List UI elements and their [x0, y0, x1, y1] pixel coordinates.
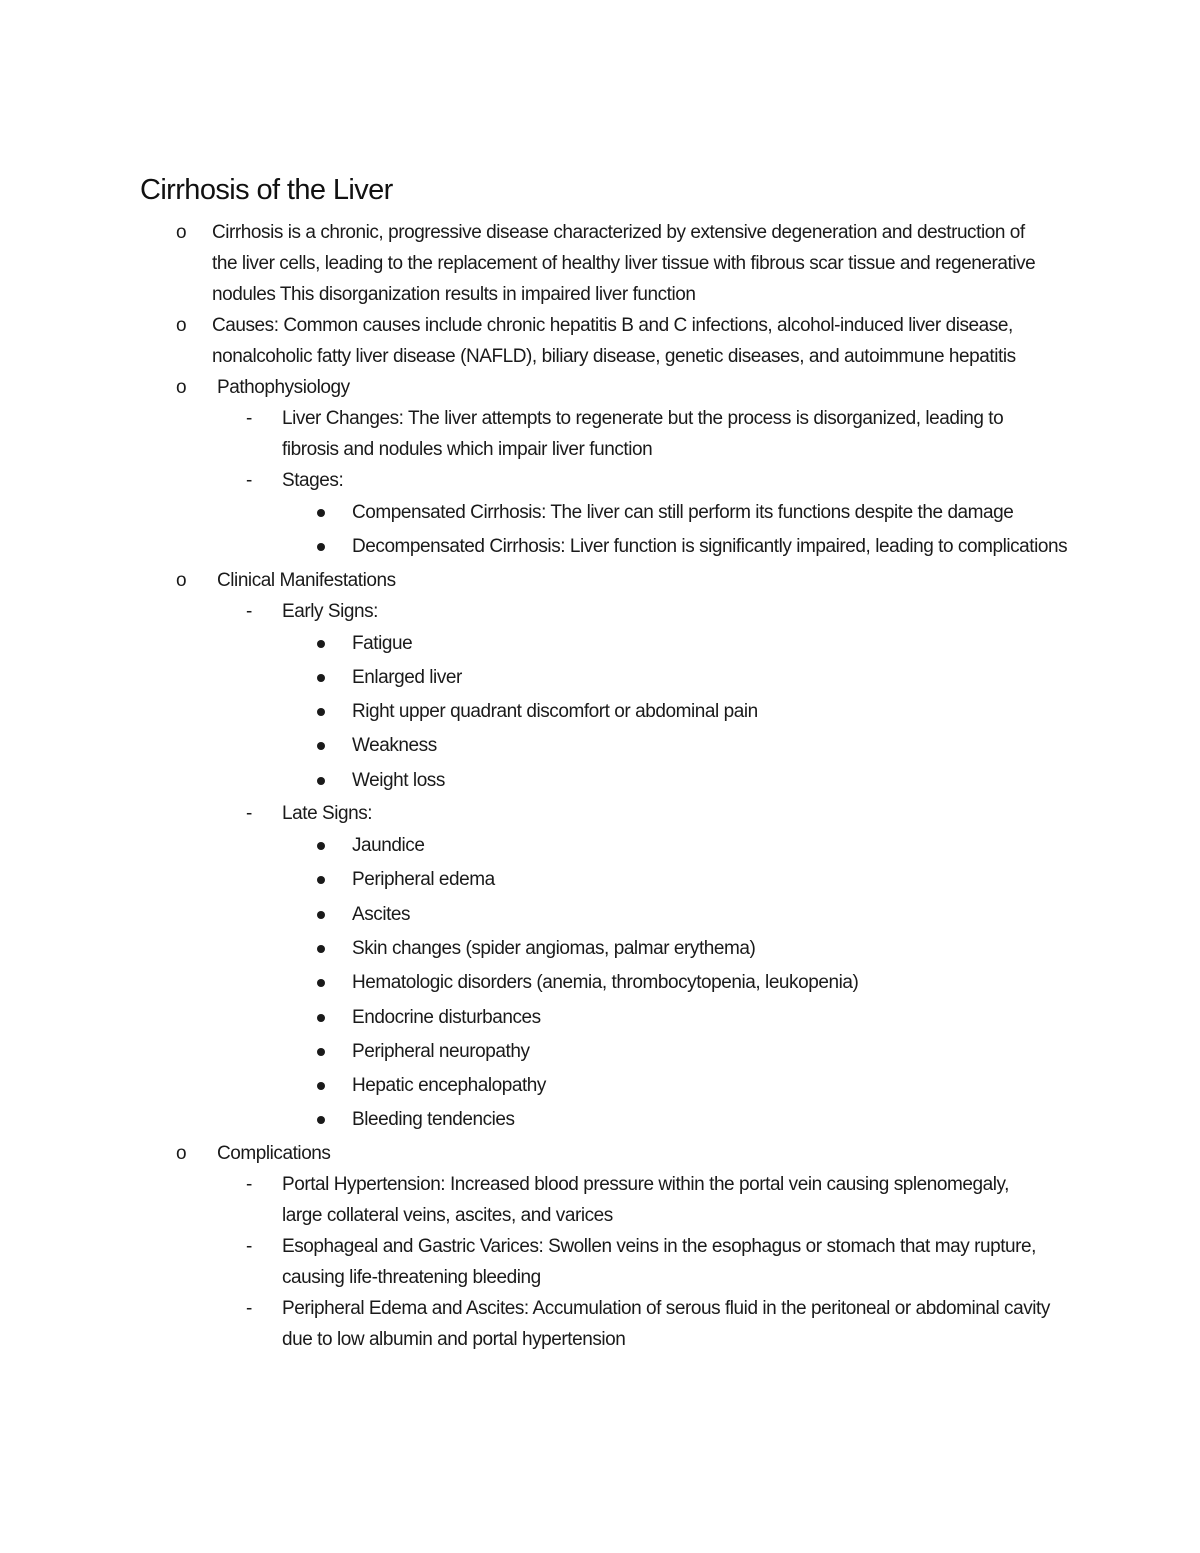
- sub-list: [212, 403, 1200, 565]
- filled-bullet-icon: [317, 742, 325, 750]
- bullet-item: Jaundice: [282, 829, 1200, 863]
- bullet-list: [282, 627, 1200, 798]
- outline-item: [0, 1138, 1200, 1355]
- bullet-item: Endocrine disturbances: [282, 1001, 1200, 1035]
- bullet-list: [282, 829, 1200, 1138]
- filled-bullet-icon: [317, 1048, 325, 1056]
- sub-item-text: Esophageal and Gastric Varices: Swollen veins in the esophagus or stomach that may rupture, causing life-threatening bleeding: [282, 1235, 1036, 1288]
- outline-item-text: Causes: Common causes include chronic hepatitis B and C infections, alcohol-induced liver disease, nonalcoholic fatty liver disease (NAFLD), biliary disease, genetic diseases, and autoimmune hepatitis: [212, 315, 1016, 367]
- bullet-item: Enlarged liver: [282, 661, 1200, 695]
- circle-bullet-icon: o: [176, 1142, 187, 1164]
- sub-item: [212, 1293, 1200, 1355]
- sub-item: [212, 1169, 1200, 1231]
- bullet-item: Bleeding tendencies: [282, 1103, 1200, 1137]
- sub-item: [212, 596, 1200, 798]
- filled-bullet-icon: [317, 979, 325, 987]
- dash-bullet-icon: -: [246, 470, 252, 491]
- circle-bullet-icon: o: [176, 377, 187, 398]
- sub-list: [212, 1169, 1200, 1355]
- dash-bullet-icon: -: [246, 600, 252, 622]
- filled-bullet-icon: [317, 708, 325, 716]
- dash-bullet-icon: -: [246, 1173, 252, 1195]
- filled-bullet-icon: [317, 876, 325, 884]
- sub-item: [212, 1231, 1200, 1293]
- filled-bullet-icon: [317, 842, 325, 850]
- sub-item: [212, 798, 1200, 1138]
- page-title: Cirrhosis of the Liver: [140, 174, 393, 206]
- bullet-item: Weakness: [282, 729, 1200, 763]
- bullet-item: Hepatic encephalopathy: [282, 1069, 1200, 1103]
- bullet-item: Right upper quadrant discomfort or abdominal pain: [282, 695, 1200, 729]
- outline-item-text: Cirrhosis is a chronic, progressive disease characterized by extensive degeneration and destruction of the liver cells, leading to the replacement of healthy liver tissue with fibrous scar tissue and regenerative nodules This disorganization results in impaired liver function: [212, 222, 1036, 305]
- sub-list: [212, 596, 1200, 1138]
- bullet-item: Skin changes (spider angiomas, palmar erythema): [282, 932, 1200, 966]
- bullet-item: Fatigue: [282, 627, 1200, 661]
- circle-bullet-icon: o: [176, 569, 187, 591]
- bullet-item: Peripheral edema: [282, 863, 1200, 897]
- sub-item-text: Stages:: [282, 470, 344, 491]
- circle-bullet-icon: o: [176, 315, 187, 336]
- filled-bullet-icon: [317, 777, 325, 785]
- bullet-item: Weight loss: [282, 764, 1200, 798]
- outline-item: [0, 372, 1200, 565]
- circle-bullet-icon: o: [176, 222, 187, 243]
- outline-item-text: Clinical Manifestations: [217, 569, 396, 591]
- outline-item: [0, 217, 1200, 310]
- dash-bullet-icon: -: [246, 803, 252, 825]
- outline-item-text: Complications: [217, 1142, 331, 1164]
- outline-item: [0, 565, 1200, 1138]
- sub-item: [212, 403, 1200, 465]
- dash-bullet-icon: -: [246, 408, 252, 429]
- bullet-item: Peripheral neuropathy: [282, 1035, 1200, 1069]
- sub-item-text: Peripheral Edema and Ascites: Accumulation of serous fluid in the peritoneal or abdominal cavity due to low albumin and portal hypertension: [282, 1297, 1050, 1350]
- filled-bullet-icon: [317, 1116, 325, 1124]
- filled-bullet-icon: [317, 509, 325, 517]
- outline-item-text: Pathophysiology: [217, 377, 350, 398]
- filled-bullet-icon: [317, 945, 325, 953]
- filled-bullet-icon: [317, 1082, 325, 1090]
- outline-list: [0, 217, 1200, 1355]
- bullet-item: Hematologic disorders (anemia, thrombocytopenia, leukopenia): [282, 966, 1200, 1000]
- filled-bullet-icon: [317, 674, 325, 682]
- sub-item-text: Late Signs:: [282, 803, 373, 825]
- filled-bullet-icon: [317, 543, 325, 551]
- bullet-item: Compensated Cirrhosis: The liver can still perform its functions despite the damage: [282, 496, 1200, 530]
- bullet-list: [282, 496, 1200, 565]
- sub-item: [212, 465, 1200, 565]
- dash-bullet-icon: -: [246, 1235, 252, 1257]
- bullet-item: Decompensated Cirrhosis: Liver function is significantly impaired, leading to complications: [282, 530, 1200, 564]
- filled-bullet-icon: [317, 1014, 325, 1022]
- sub-item-text: Early Signs:: [282, 600, 378, 622]
- outline-item: [0, 310, 1200, 372]
- sub-item-text: Portal Hypertension: Increased blood pressure within the portal vein causing splenomegaly, large collateral veins, ascites, and varices: [282, 1173, 1009, 1226]
- dash-bullet-icon: -: [246, 1297, 252, 1319]
- bullet-item: Ascites: [282, 898, 1200, 932]
- filled-bullet-icon: [317, 640, 325, 648]
- filled-bullet-icon: [317, 911, 325, 919]
- sub-item-text: Liver Changes: The liver attempts to regenerate but the process is disorganized, leading to fibrosis and nodules which impair liver function: [282, 408, 1004, 460]
